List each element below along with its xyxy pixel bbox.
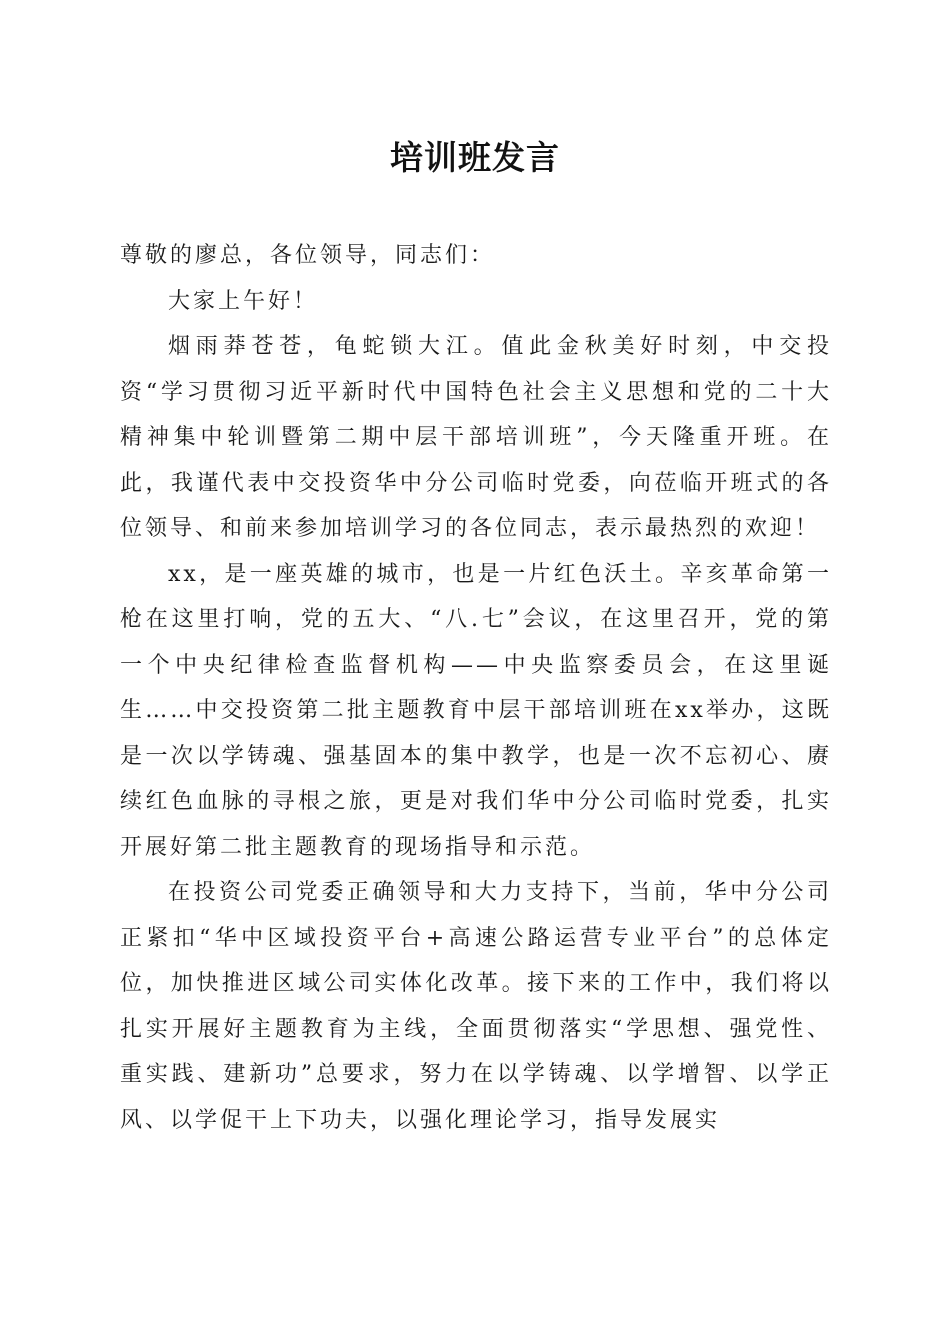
paragraph-work-plan: 在投资公司党委正确领导和大力支持下，当前，华中分公司正紧扣“华中区域投资平台+高速公路运营专业平台”的总体定位，加快推进区域公司实体化改革。接下来的工作中，我们将以扎实开展好主题教育为主线，全面贯彻落实“学思想、强党性、重实践、建新功”总要求，努力在以学铸魂、以学增智、以学正风、以学促干上下功夫，以强化理论学习，指导发展实 bbox=[120, 880, 832, 1133]
paragraph-city-history: xx，是一座英雄的城市，也是一片红色沃土。辛亥革命第一枪在这里打响，党的五大、“八.七”会议，在这里召开，党的第一个中央纪律检查监督机构——中央监察委员会，在这里诞生……中交投资第二批主题教育中层干部培训班在xx举办，这既是一次以学铸魂、强基固本的集中教学，也是一次不忘初心、赓续红色血脉的寻根之旅，更是对我们华中分公司临时党委，扎实开展好第二批主题教育的现场指导和示范。 bbox=[120, 561, 832, 860]
salutation: 尊敬的廖总，各位领导，同志们： bbox=[120, 243, 496, 268]
paragraph-opening: 烟雨莽苍苍，龟蛇锁大江。值此金秋美好时刻，中交投资“学习贯彻习近平新时代中国特色社会主义思想和党的二十大精神集中轮训暨第二期中层干部培训班”，今天隆重开班。在此，我谨代表中交投资华中分公司临时党委，向莅临开班式的各位领导、和前来参加培训学习的各位同志，表示最热烈的欢迎！ bbox=[120, 334, 832, 541]
paragraph-greeting: 大家上午好！ bbox=[168, 288, 319, 314]
document-body bbox=[120, 233, 832, 1143]
document-title: 培训班发言 bbox=[390, 138, 560, 177]
